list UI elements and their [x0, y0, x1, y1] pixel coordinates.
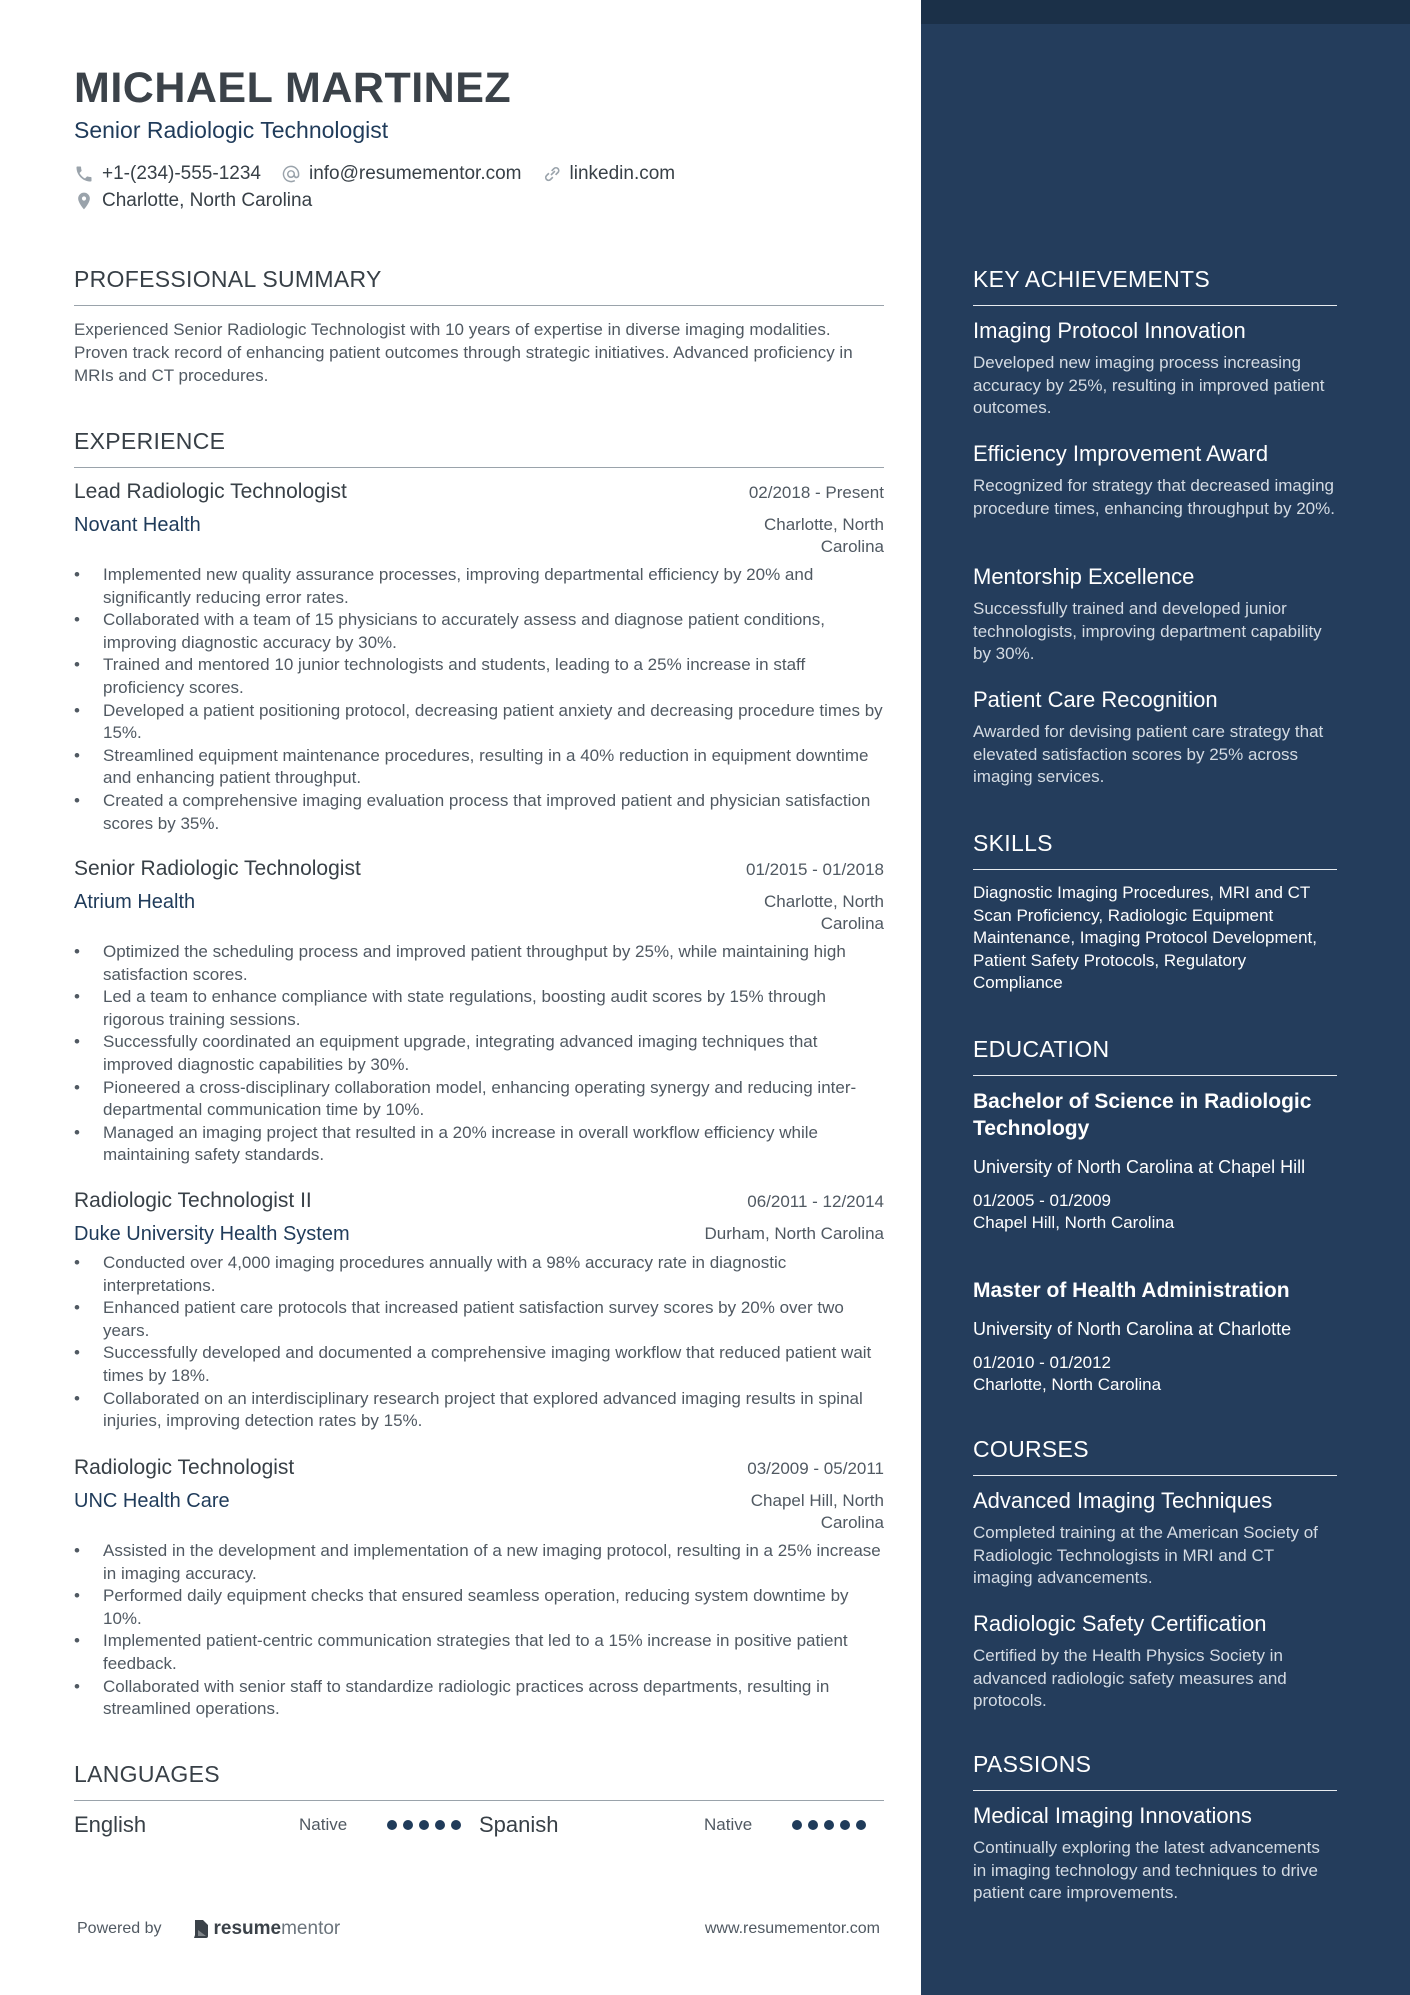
job-bullet: • Trained and mentored 10 junior technologists and students, leading to a 25% increase in staff proficiency scores.: [74, 654, 884, 699]
job-bullet: • Implemented new quality assurance processes, improving departmental efficiency by 20% and significantly reducing error rates.: [74, 564, 884, 609]
education-dates: 01/2010 - 01/2012: [973, 1353, 1112, 1372]
at-icon: [281, 164, 301, 184]
education-item: [973, 1277, 1337, 1396]
language-level: Native: [299, 1815, 348, 1834]
language-level: Native: [704, 1815, 753, 1834]
job-bullet: • Collaborated with senior staff to standardize radiologic practices across departments, resulting in streamlined operations.: [74, 1676, 884, 1721]
website-link[interactable]: www.resumementor.com: [704, 1920, 880, 1937]
education-degree: Master of Health Administration: [973, 1279, 1290, 1302]
powered-by-label: Powered by: [77, 1920, 162, 1937]
course-title: Advanced Imaging Techniques: [973, 1488, 1273, 1513]
course-desc: Certified by the Health Physics Society in advanced radiologic safety measures and protocols.: [973, 1646, 1287, 1711]
phone-contact[interactable]: [74, 163, 261, 185]
achievement-desc: Developed new imaging process increasing accuracy by 25%, resulting in improved patient outcomes.: [973, 353, 1325, 418]
rating-dot: [451, 1820, 461, 1830]
job-bullet: • Optimized the scheduling process and improved patient throughput by 25%, while maintaining high satisfaction scores.: [74, 941, 884, 986]
skills-heading: SKILLS: [973, 830, 1337, 870]
passion-desc: Continually exploring the latest advancements in imaging technology and techniques to drive patient care improvements.: [973, 1838, 1320, 1903]
course-desc: Completed training at the American Society of Radiologic Technologists in MRI and CT imaging advancements.: [973, 1523, 1318, 1588]
brand-light-text: mentor: [281, 1918, 341, 1939]
job-entry: [74, 857, 884, 1167]
rating-dot: [824, 1820, 834, 1830]
job-company: UNC Health Care: [74, 1490, 230, 1512]
candidate-title: Senior Radiologic Technologist: [74, 117, 389, 143]
phone-text: +1-(234)-555-1234: [102, 162, 261, 184]
job-location: Charlotte, North Carolina: [764, 892, 884, 933]
language-name: Spanish: [479, 1812, 559, 1837]
achievement-title: Mentorship Excellence: [973, 564, 1195, 589]
rating-dot: [856, 1820, 866, 1830]
passion-item: [973, 1803, 1337, 1905]
sidebar-top-band: [921, 0, 1410, 24]
job-dates: 01/2015 - 01/2018: [745, 860, 884, 879]
powered-by: [77, 1918, 340, 1940]
summary-heading: PROFESSIONAL SUMMARY: [74, 266, 884, 306]
skills-text: Diagnostic Imaging Procedures, MRI and CT Scan Proficiency, Radiologic Equipment Maintenance, Imaging Protocol Development, Patient Safety Protocols, Regulatory Compliance: [973, 883, 1317, 993]
job-bullet: • Managed an imaging project that resulted in a 20% increase in overall workflow efficiency while maintaining safety standards.: [74, 1122, 884, 1167]
candidate-name: MICHAEL MARTINEZ: [74, 64, 512, 112]
skills-list: [973, 882, 1337, 995]
job-entry: [74, 1189, 884, 1433]
location-contact: [74, 190, 312, 212]
phone-icon: [74, 164, 94, 184]
job-role: Senior Radiologic Technologist: [74, 857, 361, 880]
job-bullet: • Developed a patient positioning protocol, decreasing patient anxiety and decreasing procedure times by 15%.: [74, 700, 884, 745]
job-bullet: • Collaborated with a team of 15 physicians to accurately assess and diagnose patient conditions, improving diagnostic accuracy by 30%.: [74, 609, 884, 654]
education-dates: 01/2005 - 01/2009: [973, 1191, 1112, 1210]
email-text: info@resumementor.com: [308, 162, 522, 184]
job-bullet: • Created a comprehensive imaging evaluation process that improved patient and physician satisfaction scores by 35%.: [74, 790, 884, 835]
achievement-title: Patient Care Recognition: [973, 687, 1218, 712]
sidebar: [921, 0, 1410, 1995]
linkedin-text: linkedin.com: [569, 162, 676, 184]
job-bullets: [74, 941, 884, 1167]
achievement-item: [973, 318, 1337, 420]
job-location: Durham, North Carolina: [704, 1224, 884, 1243]
language-item: [74, 1812, 479, 1838]
languages-heading: LANGUAGES: [74, 1761, 884, 1801]
language-rating: [387, 1820, 461, 1830]
job-role: Radiologic Technologist II: [74, 1189, 312, 1212]
achievement-desc: Awarded for devising patient care strategy that elevated satisfaction scores by 25% across imaging services.: [973, 722, 1324, 787]
brand-bold-text: resume: [213, 1918, 282, 1939]
job-bullet: • Performed daily equipment checks that ensured seamless operation, reducing system downtime by 10%.: [74, 1585, 884, 1630]
summary-text: Experienced Senior Radiologic Technologist with 10 years of expertise in diverse imaging modalities. Proven track record of enhancing patient outcomes through strategic initiatives. Advanced proficiency in MRIs and CT procedures.: [74, 320, 853, 385]
language-item: [479, 1812, 884, 1838]
job-dates: 06/2011 - 12/2014: [747, 1192, 884, 1211]
achievement-title: Imaging Protocol Innovation: [973, 318, 1246, 343]
rating-dot: [435, 1820, 445, 1830]
job-dates: 03/2009 - 05/2011: [747, 1459, 884, 1478]
achievement-desc: Successfully trained and developed junior technologists, improving department capability by 30%.: [973, 599, 1322, 664]
brand-logo[interactable]: [192, 1918, 341, 1940]
rating-dot: [403, 1820, 413, 1830]
job-company: Atrium Health: [74, 891, 196, 913]
education-school: University of North Carolina at Chapel Hill: [973, 1157, 1306, 1177]
achievement-title: Efficiency Improvement Award: [973, 441, 1269, 466]
job-company: Novant Health: [74, 514, 201, 536]
achievement-item: [973, 441, 1337, 520]
resumementor-logo-icon: [192, 1919, 210, 1939]
job-bullet: • Successfully developed and documented a comprehensive imaging workflow that reduced patient wait times by 18%.: [74, 1342, 884, 1387]
location-text: Charlotte, North Carolina: [102, 189, 313, 211]
course-title: Radiologic Safety Certification: [973, 1611, 1267, 1636]
rating-dot: [419, 1820, 429, 1830]
course-item: [973, 1488, 1337, 1590]
job-bullet: • Successfully coordinated an equipment upgrade, integrating advanced imaging techniques that improved diagnostic capabilities by 30%.: [74, 1031, 884, 1076]
course-item: [973, 1611, 1337, 1713]
rating-dot: [792, 1820, 802, 1830]
job-bullet: • Implemented patient-centric communication strategies that led to a 15% increase in positive patient feedback.: [74, 1630, 884, 1675]
location-pin-icon: [74, 191, 94, 211]
rating-dot: [840, 1820, 850, 1830]
job-role: Lead Radiologic Technologist: [74, 480, 347, 503]
job-entry: [74, 1456, 884, 1721]
linkedin-contact[interactable]: [542, 163, 676, 185]
achievement-item: [973, 687, 1337, 789]
education-location: Charlotte, North Carolina: [973, 1375, 1162, 1394]
job-company: Duke University Health System: [74, 1223, 350, 1245]
job-bullets: [74, 1252, 884, 1433]
job-bullet: • Collaborated on an interdisciplinary research project that explored advanced imaging results in spinal injuries, improving detection rates by 15%.: [74, 1388, 884, 1433]
rating-dot: [808, 1820, 818, 1830]
rating-dot: [387, 1820, 397, 1830]
achievement-desc: Recognized for strategy that decreased imaging procedure times, enhancing throughput by 20%.: [973, 476, 1335, 518]
languages-list: [74, 1812, 884, 1838]
achievements-heading: KEY ACHIEVEMENTS: [973, 266, 1337, 306]
link-icon: [542, 164, 562, 184]
job-location: Charlotte, North Carolina: [764, 515, 884, 556]
email-contact[interactable]: [281, 163, 522, 185]
language-name: English: [74, 1812, 147, 1837]
job-bullet: • Assisted in the development and implementation of a new imaging protocol, resulting in a 25% increase in imaging accuracy.: [74, 1540, 884, 1585]
job-bullet: • Conducted over 4,000 imaging procedures annually with a 98% accuracy rate in diagnostic interpretations.: [74, 1252, 884, 1297]
job-bullet: • Streamlined equipment maintenance procedures, resulting in a 40% reduction in equipment downtime and enhancing patient throughput.: [74, 745, 884, 790]
footer: [74, 1918, 884, 1940]
job-location: Chapel Hill, North Carolina: [750, 1491, 884, 1532]
passions-heading: PASSIONS: [973, 1751, 1337, 1791]
job-dates: 02/2018 - Present: [748, 483, 884, 502]
experience-heading: EXPERIENCE: [74, 428, 884, 468]
education-location: Chapel Hill, North Carolina: [973, 1213, 1175, 1232]
job-bullet: • Enhanced patient care protocols that increased patient satisfaction survey scores by 20% over two years.: [74, 1297, 884, 1342]
contact-info: [74, 160, 884, 214]
courses-heading: COURSES: [973, 1436, 1337, 1476]
education-item: [973, 1088, 1337, 1234]
job-bullet: • Led a team to enhance compliance with state regulations, boosting audit scores by 15% through rigorous training sessions.: [74, 986, 884, 1031]
education-degree: Bachelor of Science in Radiologic Technology: [973, 1090, 1312, 1140]
language-rating: [792, 1820, 866, 1830]
job-bullets: [74, 1540, 884, 1721]
job-bullets: [74, 564, 884, 835]
achievement-item: [973, 564, 1337, 666]
education-heading: EDUCATION: [973, 1036, 1337, 1076]
passion-title: Medical Imaging Innovations: [973, 1803, 1252, 1828]
job-role: Radiologic Technologist: [74, 1456, 295, 1479]
job-bullet: • Pioneered a cross-disciplinary collaboration model, enhancing operating synergy and reducing inter-departmental communication time by 10%.: [74, 1077, 884, 1122]
job-entry: [74, 480, 884, 835]
education-school: University of North Carolina at Charlotte: [973, 1319, 1292, 1339]
